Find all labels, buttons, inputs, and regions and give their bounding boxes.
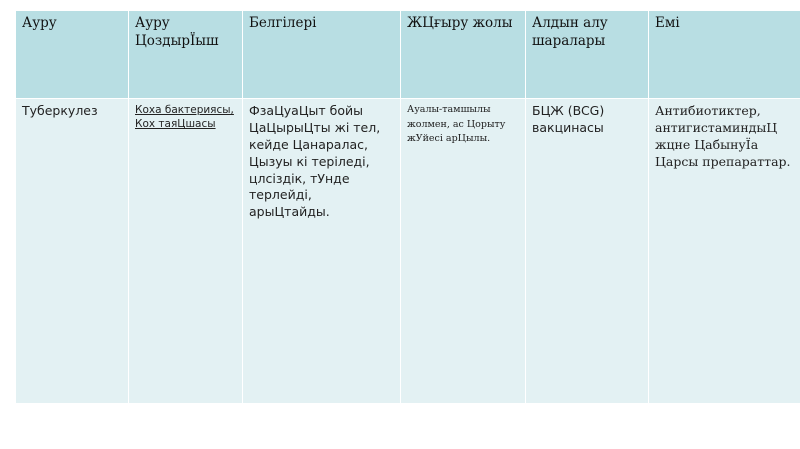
table-header-row — [16, 11, 800, 99]
cell-pathogen — [129, 99, 243, 404]
header-pathogen: Ауру ЦоздырЇыш — [129, 11, 243, 99]
disease-table — [15, 10, 800, 404]
header-transmission: ЖЦғыру жолы — [401, 11, 526, 99]
header-disease: Ауру — [16, 11, 129, 99]
header-symptoms: Белгілері — [243, 11, 401, 99]
pathogen-link[interactable]: Коха бактериясы, Кох таяЦшасы — [135, 104, 234, 131]
cell-disease: Туберкулез — [16, 99, 129, 404]
table-row — [16, 99, 800, 404]
cell-transmission: Ауалы-тамшылы жолмен, ас Цорыту жУйесі арЦылы. — [401, 99, 526, 404]
cell-prevention: БЦЖ (BCG) вакцинасы — [526, 99, 649, 404]
header-prevention: Алдын алу шаралары — [526, 11, 649, 99]
cell-treatment: Антибиотиктер, антигистаминдыЦ жцне ЦабынуЇа Царсы препараттар. — [649, 99, 800, 404]
header-treatment: Емі — [649, 11, 800, 99]
cell-symptoms: ФзаЦуаЦыт бойы ЦаЦырыЦты жі тел, кейде Цанаралас, Цызуы кі теріледі, цлсіздік, тУнде терлейді, арыЦтайды. — [243, 99, 401, 404]
